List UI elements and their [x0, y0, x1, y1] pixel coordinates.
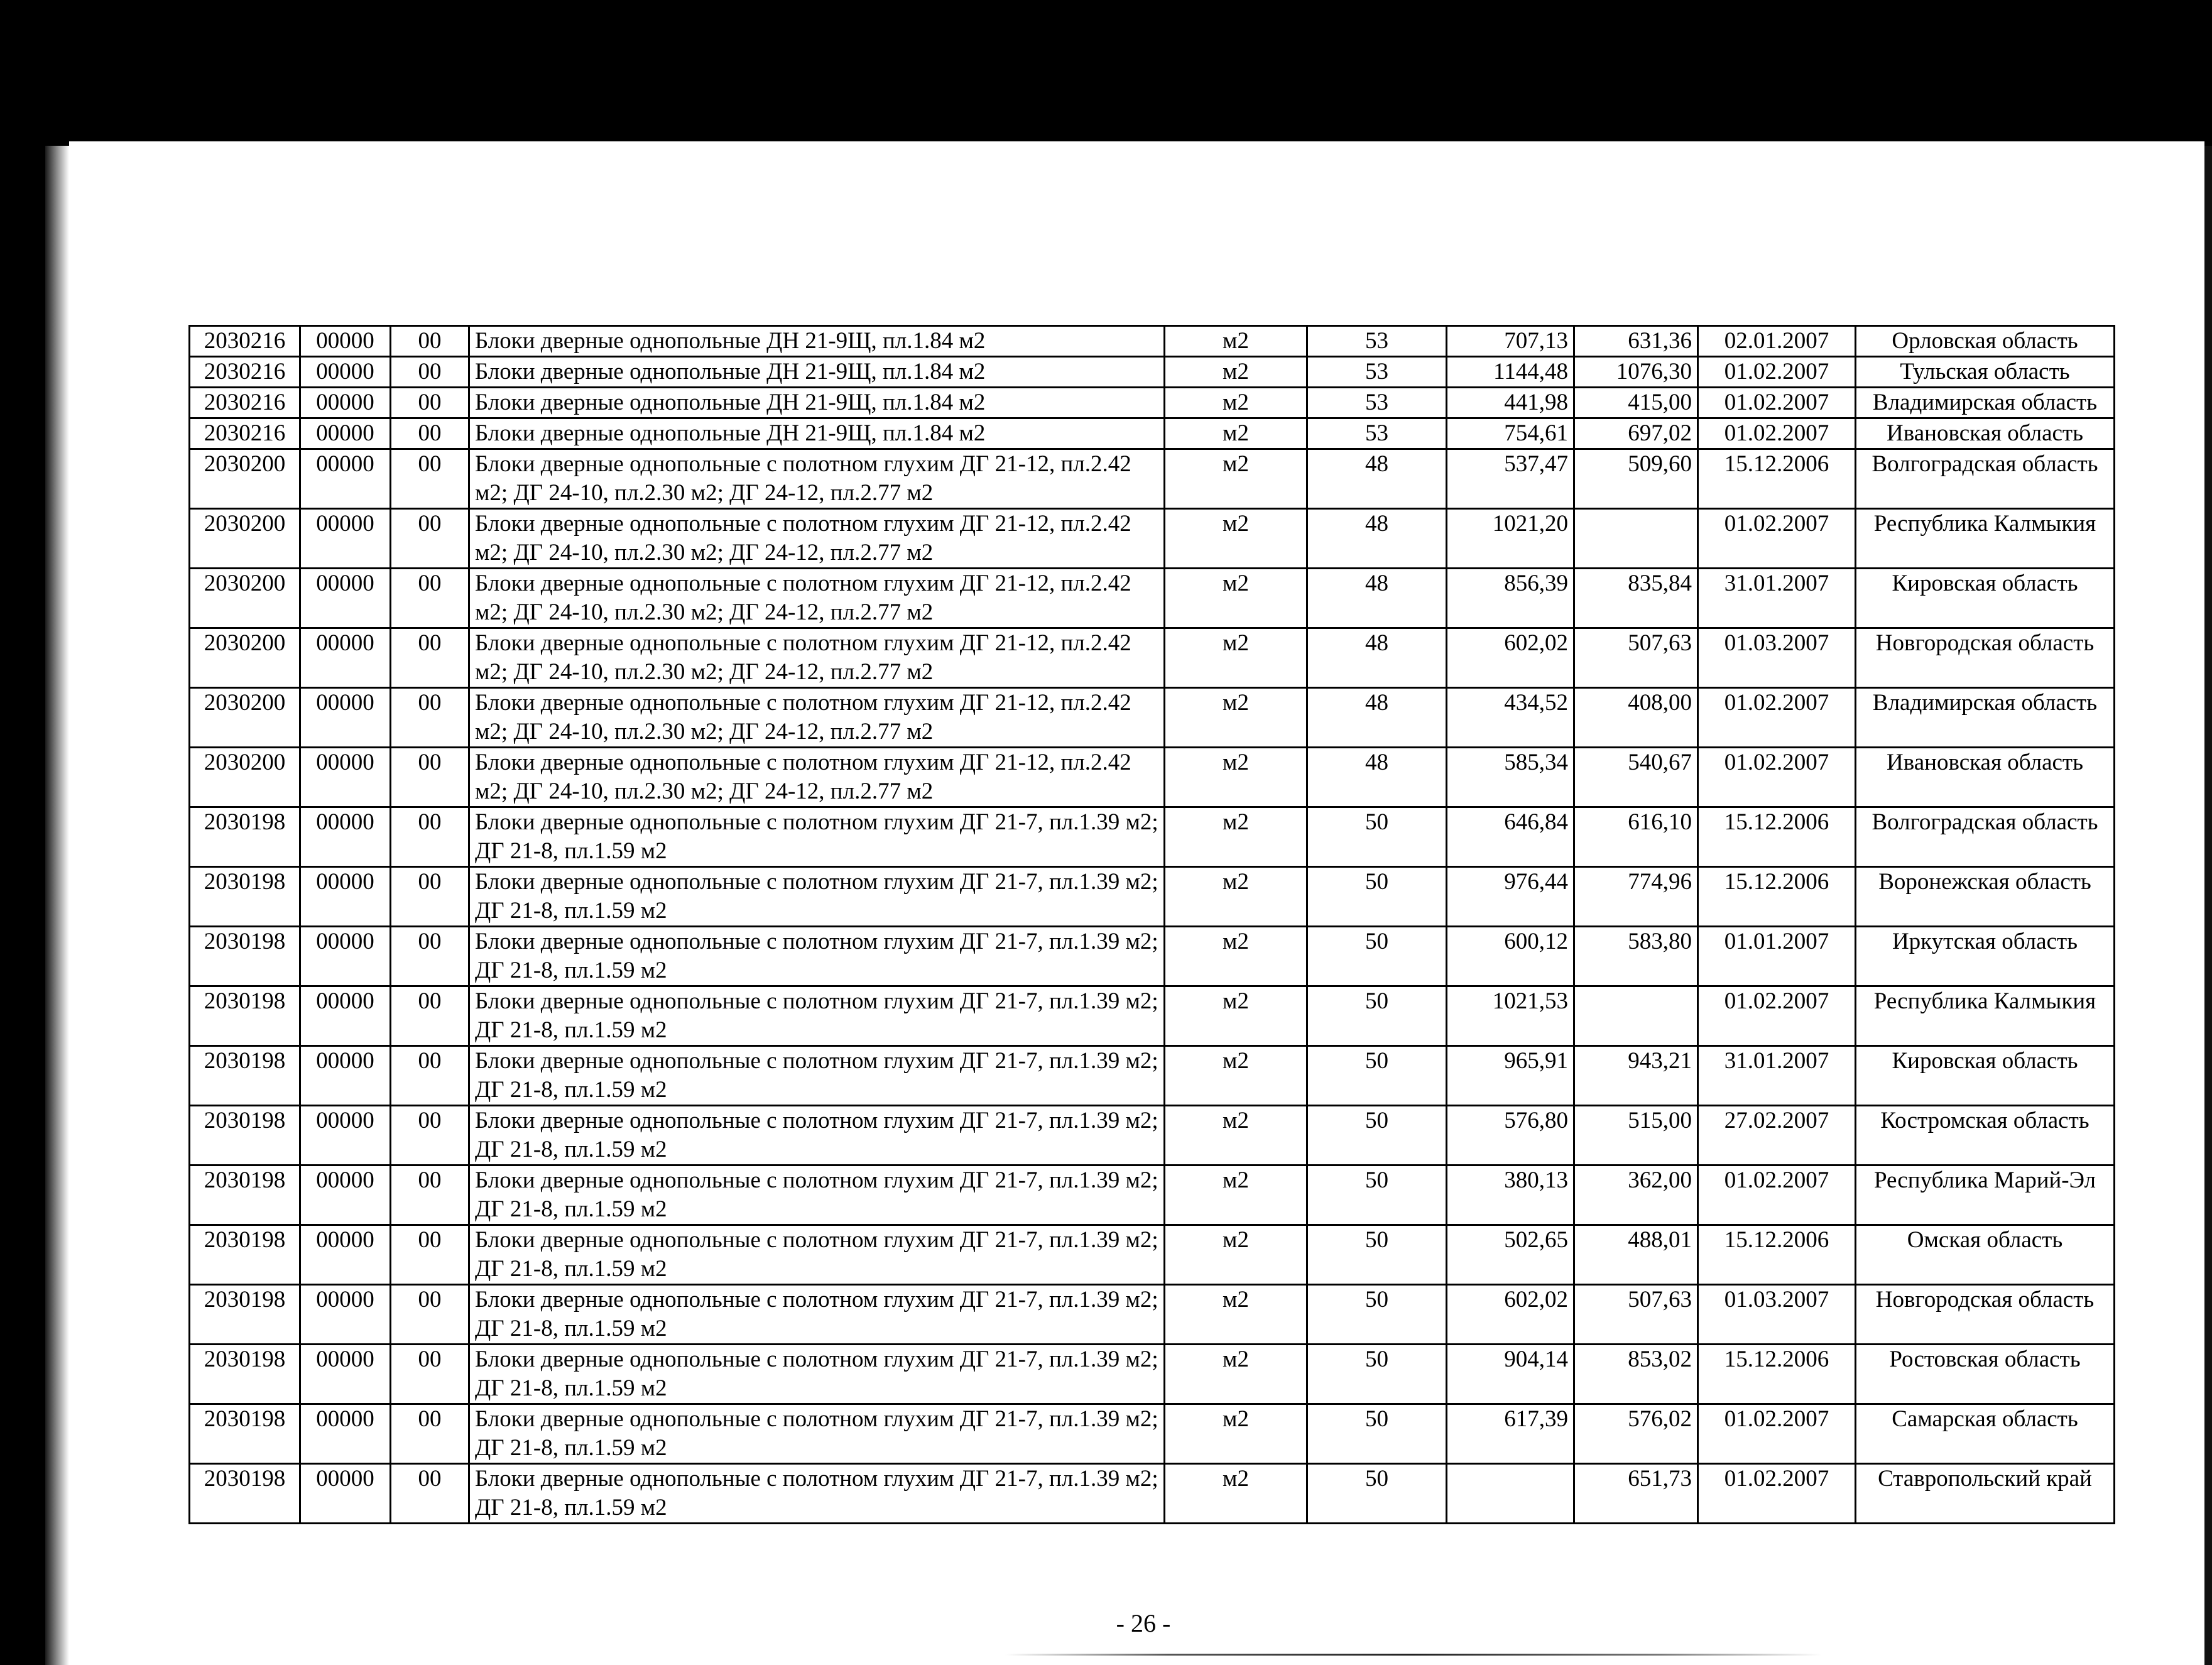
cell-coefficient: 50 [1307, 1464, 1447, 1524]
cell-unit: м2 [1165, 1345, 1307, 1404]
cell-price-2: 616,10 [1574, 807, 1698, 867]
cell-date: 27.02.2007 [1698, 1106, 1856, 1166]
cell-name: Блоки дверные однопольные с полотном глухим ДГ 21-12, пл.2.42 м2; ДГ 24-10, пл.2.30 м2; ДГ 24-12, пл.2.77 м2 [469, 748, 1165, 807]
cell-coefficient: 50 [1307, 1404, 1447, 1464]
cell-subcode: 00000 [300, 418, 391, 449]
cell-unit: м2 [1165, 326, 1307, 357]
cell-region: Орловская область [1856, 326, 2115, 357]
cell-price-2: 515,00 [1574, 1106, 1698, 1166]
cell-code: 2030216 [190, 357, 300, 388]
cell-code: 2030198 [190, 867, 300, 927]
cell-suffix: 00 [391, 569, 469, 628]
cell-suffix: 00 [391, 1225, 469, 1285]
cell-region: Новгородская область [1856, 628, 2115, 688]
cell-name: Блоки дверные однопольные с полотном глухим ДГ 21-7, пл.1.39 м2; ДГ 21-8, пл.1.59 м2 [469, 1046, 1165, 1106]
cell-date: 15.12.2006 [1698, 1225, 1856, 1285]
scan-border-left [0, 146, 45, 1665]
table-row [190, 1464, 2115, 1524]
cell-price-2: 651,73 [1574, 1464, 1698, 1524]
cell-coefficient: 50 [1307, 1285, 1447, 1345]
cell-date: 01.02.2007 [1698, 1166, 1856, 1225]
cell-date: 01.02.2007 [1698, 357, 1856, 388]
cell-date: 01.02.2007 [1698, 688, 1856, 748]
cell-price-2: 853,02 [1574, 1345, 1698, 1404]
cell-date: 31.01.2007 [1698, 1046, 1856, 1106]
cell-suffix: 00 [391, 1404, 469, 1464]
cell-date: 01.01.2007 [1698, 927, 1856, 986]
cell-coefficient: 48 [1307, 628, 1447, 688]
cell-subcode: 00000 [300, 1285, 391, 1345]
cell-coefficient: 50 [1307, 1345, 1447, 1404]
table-row [190, 326, 2115, 357]
cell-coefficient: 50 [1307, 807, 1447, 867]
cell-subcode: 00000 [300, 1404, 391, 1464]
cell-price-2: 943,21 [1574, 1046, 1698, 1106]
table-row [190, 388, 2115, 418]
cell-date: 01.02.2007 [1698, 388, 1856, 418]
cell-region: Волгоградская область [1856, 449, 2115, 509]
cell-name: Блоки дверные однопольные с полотном глухим ДГ 21-7, пл.1.39 м2; ДГ 21-8, пл.1.59 м2 [469, 1285, 1165, 1345]
cell-region: Воронежская область [1856, 867, 2115, 927]
cell-price-2: 408,00 [1574, 688, 1698, 748]
cell-suffix: 00 [391, 1345, 469, 1404]
cell-unit: м2 [1165, 986, 1307, 1046]
cell-code: 2030198 [190, 1046, 300, 1106]
cell-name: Блоки дверные однопольные ДН 21-9Щ, пл.1.84 м2 [469, 388, 1165, 418]
cell-code: 2030200 [190, 628, 300, 688]
cell-name: Блоки дверные однопольные ДН 21-9Щ, пл.1.84 м2 [469, 418, 1165, 449]
scan-bottom-rule [1005, 1654, 1822, 1656]
cell-subcode: 00000 [300, 1106, 391, 1166]
cell-price-1: 904,14 [1447, 1345, 1574, 1404]
cell-region: Республика Калмыкия [1856, 986, 2115, 1046]
cell-coefficient: 50 [1307, 927, 1447, 986]
cell-price-1: 600,12 [1447, 927, 1574, 986]
cell-subcode: 00000 [300, 807, 391, 867]
cell-name: Блоки дверные однопольные с полотном глухим ДГ 21-7, пл.1.39 м2; ДГ 21-8, пл.1.59 м2 [469, 986, 1165, 1046]
cell-unit: м2 [1165, 867, 1307, 927]
cell-date: 01.02.2007 [1698, 418, 1856, 449]
cell-date: 01.02.2007 [1698, 1404, 1856, 1464]
cell-code: 2030198 [190, 1106, 300, 1166]
table-row [190, 1404, 2115, 1464]
cell-suffix: 00 [391, 388, 469, 418]
cell-coefficient: 50 [1307, 1106, 1447, 1166]
cell-name: Блоки дверные однопольные с полотном глухим ДГ 21-7, пл.1.39 м2; ДГ 21-8, пл.1.59 м2 [469, 807, 1165, 867]
cell-unit: м2 [1165, 1106, 1307, 1166]
table-row [190, 867, 2115, 927]
cell-code: 2030198 [190, 927, 300, 986]
cell-name: Блоки дверные однопольные с полотном глухим ДГ 21-7, пл.1.39 м2; ДГ 21-8, пл.1.59 м2 [469, 1106, 1165, 1166]
cell-code: 2030198 [190, 1345, 300, 1404]
cell-name: Блоки дверные однопольные с полотном глухим ДГ 21-12, пл.2.42 м2; ДГ 24-10, пл.2.30 м2; ДГ 24-12, пл.2.77 м2 [469, 449, 1165, 509]
table-row [190, 1285, 2115, 1345]
cell-price-1: 707,13 [1447, 326, 1574, 357]
cell-price-2: 362,00 [1574, 1166, 1698, 1225]
cell-code: 2030200 [190, 449, 300, 509]
cell-region: Тульская область [1856, 357, 2115, 388]
cell-suffix: 00 [391, 357, 469, 388]
cell-price-1: 576,80 [1447, 1106, 1574, 1166]
cell-price-1 [1447, 1464, 1574, 1524]
cell-price-1: 976,44 [1447, 867, 1574, 927]
table-row [190, 807, 2115, 867]
cell-coefficient: 50 [1307, 1166, 1447, 1225]
table-row [190, 418, 2115, 449]
cell-unit: м2 [1165, 388, 1307, 418]
table-row [190, 1106, 2115, 1166]
cell-code: 2030198 [190, 1285, 300, 1345]
cell-price-2: 576,02 [1574, 1404, 1698, 1464]
cell-price-2: 835,84 [1574, 569, 1698, 628]
cell-date: 01.02.2007 [1698, 509, 1856, 569]
cell-unit: м2 [1165, 628, 1307, 688]
cell-name: Блоки дверные однопольные с полотном глухим ДГ 21-7, пл.1.39 м2; ДГ 21-8, пл.1.59 м2 [469, 867, 1165, 927]
cell-price-1: 502,65 [1447, 1225, 1574, 1285]
scan-border-right [2204, 146, 2212, 1665]
cell-date: 15.12.2006 [1698, 867, 1856, 927]
cell-price-2: 583,80 [1574, 927, 1698, 986]
cell-coefficient: 53 [1307, 326, 1447, 357]
cell-region: Республика Калмыкия [1856, 509, 2115, 569]
cell-coefficient: 53 [1307, 357, 1447, 388]
table-row [190, 986, 2115, 1046]
cell-coefficient: 50 [1307, 867, 1447, 927]
cell-region: Кировская область [1856, 1046, 2115, 1106]
cell-subcode: 00000 [300, 867, 391, 927]
cell-suffix: 00 [391, 1046, 469, 1106]
cell-price-1: 965,91 [1447, 1046, 1574, 1106]
cell-coefficient: 50 [1307, 1046, 1447, 1106]
cell-price-1: 585,34 [1447, 748, 1574, 807]
cell-region: Самарская область [1856, 1404, 2115, 1464]
cell-region: Волгоградская область [1856, 807, 2115, 867]
cell-unit: м2 [1165, 748, 1307, 807]
cell-region: Новгородская область [1856, 1285, 2115, 1345]
cell-subcode: 00000 [300, 326, 391, 357]
cell-suffix: 00 [391, 927, 469, 986]
table-row [190, 1225, 2115, 1285]
cell-price-1: 602,02 [1447, 628, 1574, 688]
cell-price-2: 1076,30 [1574, 357, 1698, 388]
cell-unit: м2 [1165, 1225, 1307, 1285]
cell-date: 31.01.2007 [1698, 569, 1856, 628]
cell-suffix: 00 [391, 1285, 469, 1345]
cell-subcode: 00000 [300, 628, 391, 688]
cell-coefficient: 48 [1307, 748, 1447, 807]
cell-suffix: 00 [391, 418, 469, 449]
cell-coefficient: 48 [1307, 688, 1447, 748]
cell-date: 15.12.2006 [1698, 1345, 1856, 1404]
cell-price-1: 646,84 [1447, 807, 1574, 867]
cell-suffix: 00 [391, 509, 469, 569]
cell-price-2: 415,00 [1574, 388, 1698, 418]
price-table [188, 325, 2115, 1524]
table-row [190, 927, 2115, 986]
cell-price-2 [1574, 986, 1698, 1046]
table-row [190, 509, 2115, 569]
table-row [190, 357, 2115, 388]
cell-coefficient: 53 [1307, 418, 1447, 449]
cell-suffix: 00 [391, 1464, 469, 1524]
cell-suffix: 00 [391, 867, 469, 927]
cell-price-2: 540,67 [1574, 748, 1698, 807]
scan-border-top [0, 0, 2212, 146]
cell-name: Блоки дверные однопольные ДН 21-9Щ, пл.1.84 м2 [469, 326, 1165, 357]
cell-subcode: 00000 [300, 1046, 391, 1106]
cell-unit: м2 [1165, 418, 1307, 449]
cell-suffix: 00 [391, 1166, 469, 1225]
cell-price-2: 488,01 [1574, 1225, 1698, 1285]
cell-name: Блоки дверные однопольные с полотном глухим ДГ 21-7, пл.1.39 м2; ДГ 21-8, пл.1.59 м2 [469, 1345, 1165, 1404]
cell-code: 2030200 [190, 688, 300, 748]
cell-region: Ростовская область [1856, 1345, 2115, 1404]
cell-code: 2030198 [190, 1225, 300, 1285]
cell-price-2: 774,96 [1574, 867, 1698, 927]
cell-subcode: 00000 [300, 1464, 391, 1524]
cell-subcode: 00000 [300, 688, 391, 748]
cell-price-1: 1021,53 [1447, 986, 1574, 1046]
cell-unit: м2 [1165, 1404, 1307, 1464]
cell-subcode: 00000 [300, 1166, 391, 1225]
cell-unit: м2 [1165, 1464, 1307, 1524]
cell-unit: м2 [1165, 1285, 1307, 1345]
table-row [190, 1046, 2115, 1106]
cell-suffix: 00 [391, 449, 469, 509]
cell-name: Блоки дверные однопольные с полотном глухим ДГ 21-7, пл.1.39 м2; ДГ 21-8, пл.1.59 м2 [469, 1404, 1165, 1464]
table-row [190, 449, 2115, 509]
cell-price-2: 631,36 [1574, 326, 1698, 357]
cell-name: Блоки дверные однопольные ДН 21-9Щ, пл.1.84 м2 [469, 357, 1165, 388]
cell-date: 01.03.2007 [1698, 628, 1856, 688]
cell-unit: м2 [1165, 509, 1307, 569]
cell-price-1: 1144,48 [1447, 357, 1574, 388]
cell-region: Владимирская область [1856, 388, 2115, 418]
cell-region: Владимирская область [1856, 688, 2115, 748]
cell-suffix: 00 [391, 628, 469, 688]
page-number: - 26 - [1116, 1609, 1171, 1637]
cell-price-1: 1021,20 [1447, 509, 1574, 569]
scan-shadow-left [45, 146, 69, 1665]
cell-price-1: 434,52 [1447, 688, 1574, 748]
cell-code: 2030198 [190, 1404, 300, 1464]
cell-name: Блоки дверные однопольные с полотном глухим ДГ 21-12, пл.2.42 м2; ДГ 24-10, пл.2.30 м2; ДГ 24-12, пл.2.77 м2 [469, 688, 1165, 748]
cell-name: Блоки дверные однопольные с полотном глухим ДГ 21-7, пл.1.39 м2; ДГ 21-8, пл.1.59 м2 [469, 1225, 1165, 1285]
cell-code: 2030200 [190, 509, 300, 569]
cell-name: Блоки дверные однопольные с полотном глухим ДГ 21-7, пл.1.39 м2; ДГ 21-8, пл.1.59 м2 [469, 927, 1165, 986]
cell-price-1: 441,98 [1447, 388, 1574, 418]
cell-unit: м2 [1165, 1166, 1307, 1225]
table-row [190, 688, 2115, 748]
table-row [190, 748, 2115, 807]
cell-suffix: 00 [391, 807, 469, 867]
table-row [190, 1345, 2115, 1404]
cell-subcode: 00000 [300, 388, 391, 418]
cell-price-1: 380,13 [1447, 1166, 1574, 1225]
cell-suffix: 00 [391, 986, 469, 1046]
cell-subcode: 00000 [300, 986, 391, 1046]
cell-coefficient: 48 [1307, 569, 1447, 628]
cell-subcode: 00000 [300, 748, 391, 807]
cell-subcode: 00000 [300, 357, 391, 388]
cell-date: 01.03.2007 [1698, 1285, 1856, 1345]
cell-unit: м2 [1165, 807, 1307, 867]
cell-date: 15.12.2006 [1698, 807, 1856, 867]
cell-code: 2030216 [190, 388, 300, 418]
cell-subcode: 00000 [300, 927, 391, 986]
cell-suffix: 00 [391, 688, 469, 748]
cell-suffix: 00 [391, 1106, 469, 1166]
cell-price-1: 856,39 [1447, 569, 1574, 628]
cell-coefficient: 53 [1307, 388, 1447, 418]
cell-name: Блоки дверные однопольные с полотном глухим ДГ 21-7, пл.1.39 м2; ДГ 21-8, пл.1.59 м2 [469, 1166, 1165, 1225]
cell-date: 15.12.2006 [1698, 449, 1856, 509]
cell-name: Блоки дверные однопольные с полотном глухим ДГ 21-12, пл.2.42 м2; ДГ 24-10, пл.2.30 м2; ДГ 24-12, пл.2.77 м2 [469, 509, 1165, 569]
cell-region: Костромская область [1856, 1106, 2115, 1166]
cell-suffix: 00 [391, 748, 469, 807]
cell-code: 2030216 [190, 418, 300, 449]
cell-price-2: 509,60 [1574, 449, 1698, 509]
cell-unit: м2 [1165, 357, 1307, 388]
cell-subcode: 00000 [300, 1225, 391, 1285]
cell-name: Блоки дверные однопольные с полотном глухим ДГ 21-7, пл.1.39 м2; ДГ 21-8, пл.1.59 м2 [469, 1464, 1165, 1524]
cell-unit: м2 [1165, 449, 1307, 509]
cell-subcode: 00000 [300, 1345, 391, 1404]
cell-price-1: 754,61 [1447, 418, 1574, 449]
cell-unit: м2 [1165, 1046, 1307, 1106]
cell-code: 2030198 [190, 807, 300, 867]
cell-region: Ставропольский край [1856, 1464, 2115, 1524]
cell-region: Кировская область [1856, 569, 2115, 628]
cell-subcode: 00000 [300, 449, 391, 509]
table-row [190, 569, 2115, 628]
table-row [190, 1166, 2115, 1225]
cell-name: Блоки дверные однопольные с полотном глухим ДГ 21-12, пл.2.42 м2; ДГ 24-10, пл.2.30 м2; ДГ 24-12, пл.2.77 м2 [469, 569, 1165, 628]
cell-code: 2030198 [190, 1464, 300, 1524]
cell-coefficient: 50 [1307, 1225, 1447, 1285]
cell-date: 01.02.2007 [1698, 748, 1856, 807]
cell-region: Иркутская область [1856, 927, 2115, 986]
cell-region: Ивановская область [1856, 418, 2115, 449]
cell-unit: м2 [1165, 688, 1307, 748]
cell-coefficient: 48 [1307, 449, 1447, 509]
cell-region: Омская область [1856, 1225, 2115, 1285]
cell-price-2 [1574, 509, 1698, 569]
cell-price-1: 617,39 [1447, 1404, 1574, 1464]
cell-date: 02.01.2007 [1698, 326, 1856, 357]
cell-suffix: 00 [391, 326, 469, 357]
table-row [190, 628, 2115, 688]
cell-code: 2030200 [190, 569, 300, 628]
cell-unit: м2 [1165, 569, 1307, 628]
cell-price-2: 697,02 [1574, 418, 1698, 449]
cell-subcode: 00000 [300, 509, 391, 569]
price-table-body [190, 326, 2115, 1524]
cell-coefficient: 50 [1307, 986, 1447, 1046]
cell-name: Блоки дверные однопольные с полотном глухим ДГ 21-12, пл.2.42 м2; ДГ 24-10, пл.2.30 м2; ДГ 24-12, пл.2.77 м2 [469, 628, 1165, 688]
cell-region: Республика Марий-Эл [1856, 1166, 2115, 1225]
cell-unit: м2 [1165, 927, 1307, 986]
cell-price-1: 602,02 [1447, 1285, 1574, 1345]
cell-price-1: 537,47 [1447, 449, 1574, 509]
cell-code: 2030198 [190, 986, 300, 1046]
cell-date: 01.02.2007 [1698, 986, 1856, 1046]
cell-code: 2030216 [190, 326, 300, 357]
cell-region: Ивановская область [1856, 748, 2115, 807]
cell-code: 2030200 [190, 748, 300, 807]
cell-subcode: 00000 [300, 569, 391, 628]
cell-code: 2030198 [190, 1166, 300, 1225]
cell-coefficient: 48 [1307, 509, 1447, 569]
cell-price-2: 507,63 [1574, 1285, 1698, 1345]
cell-price-2: 507,63 [1574, 628, 1698, 688]
cell-date: 01.02.2007 [1698, 1464, 1856, 1524]
